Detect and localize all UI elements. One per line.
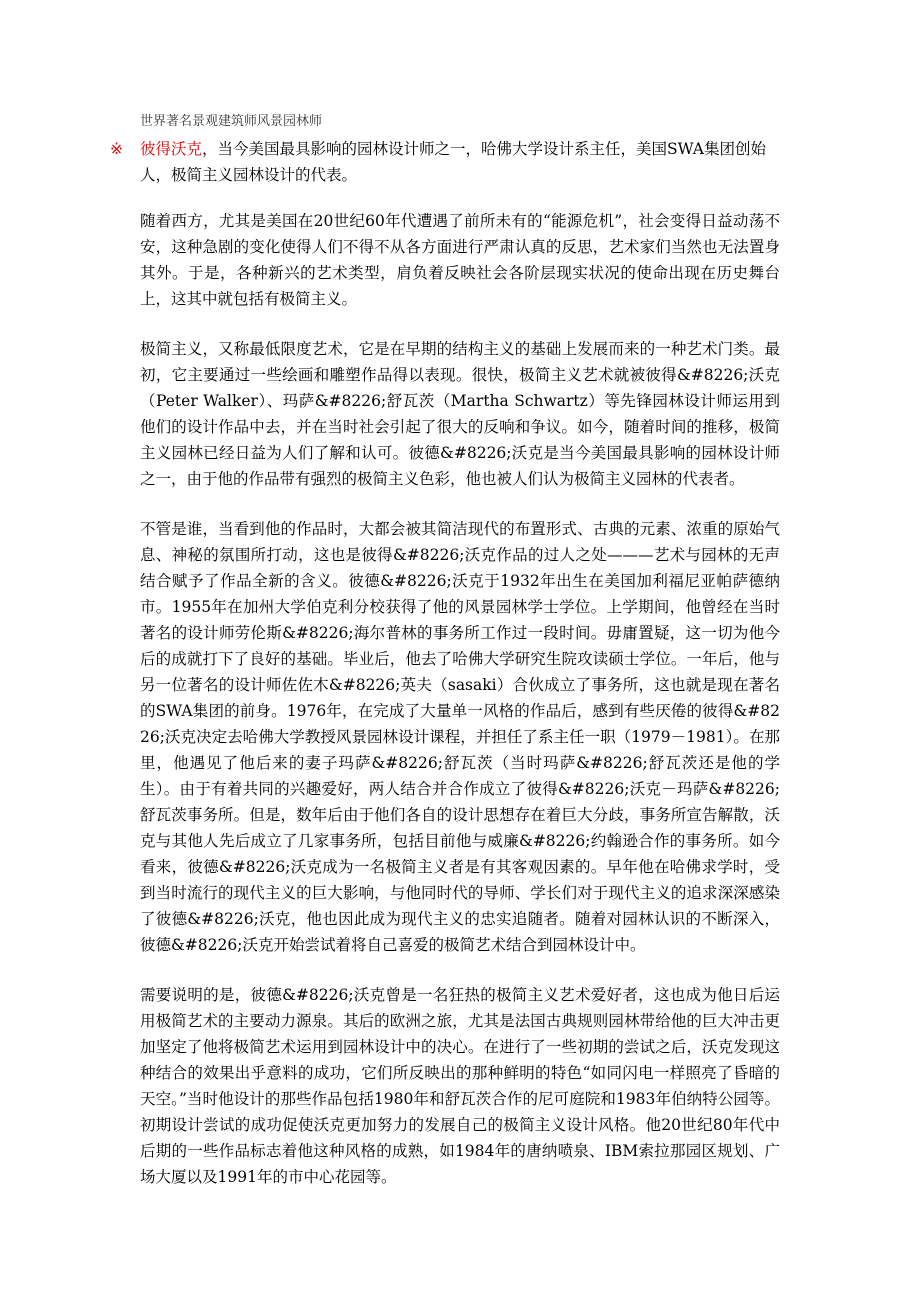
body-paragraph: 不管是谁，当看到他的作品时，大都会被其简洁现代的布置形式、古典的元素、浓重的原始气息、神秘的氛围所打动，这也是彼得&#8226;沃克作品的过人之处———艺术与园林的无声结合赋予了作品全新的含义。彼德&#8226;沃克于1932年出生在美国加利福尼亚帕萨德纳市。1955年在加州大学伯克利分校获得了他的风景园林学士学位。上学期间，他曾经在当时著名的设计师劳伦斯&#8226;海尔普林的事务所工作过一段时间。毋庸置疑，这一切为他今后的成就打下了良好的基础。毕业后，他去了哈佛大学研究生院攻读硕士学位。一年后，他与另一位著名的设计师佐佐木&#8226;英夫（sasaki）合伙成立了事务所，这也就是现在著名的SWA集团的前身。1976年，在完成了大量单一风格的作品后，感到有些厌倦的彼得&#8226;沃克决定去哈佛大学教授风景园林设计课程，并担任了系主任一职（1979－1981）。在那里，他遇见了他后来的妻子玛萨&#8226;舒瓦茨（当时玛萨&#8226;舒瓦茨还是他的学生）。由于有着共同的兴趣爱好，两人结合并合作成立了彼得&#8226;沃克－玛萨&#8226;舒瓦茨事务所。但是，数年后由于他们各自的设计思想存在着巨大分歧，事务所宣告解散，沃克与其他人先后成立了几家事务所，包括目前他与威廉&#8226;约翰逊合作的事务所。如今看来，彼德&#8226;沃克成为一名极简主义者是有其客观因素的。早年他在哈佛求学时，受到当时流行的现代主义的巨大影响，与他同时代的导师、学长们对于现代主义的追求深深感染了彼德&#8226;沃克，他也因此成为现代主义的忠实追随者。随着对园林认识的不断深入，彼德&#8226;沃克开始尝试着将自己喜爱的极简艺术结合到园林设计中。 xyxy=(140,520,780,954)
reference-mark-icon: ※ xyxy=(110,140,123,158)
highlighted-name: 彼得沃克 xyxy=(140,140,203,158)
body-paragraph: 随着西方，尤其是美国在20世纪60年代遭遇了前所未有的“能源危机”，社会变得日益动荡不安，这种急剧的变化使得人们不得不从各方面进行严肃认真的反思，艺术家们当然也无法置身其外。于是，各种新兴的艺术类型，肩负着反映社会各阶层现实状况的使命出现在历史舞台上，这其中就包括有极简主义。 xyxy=(140,212,780,308)
body-paragraph: 极简主义，又称最低限度艺术，它是在早期的结构主义的基础上发展而来的一种艺术门类。最初，它主要通过一些绘画和雕塑作品得以表现。很快，极简主义艺术就被彼得&#8226;沃克（Peter Walker）、玛萨&#8226;舒瓦茨（Martha Schwartz）等先锋园林设计师运用到他们的设计作品中去，并在当时社会引起了很大的反响和争议。如今，随着时间的推移，极简主义园林已经日益为人们了解和认可。彼德&#8226;沃克是当今美国最具影响的园林设计师之一，由于他的作品带有强烈的极简主义色彩，他也被人们认为极简主义园林的代表者。 xyxy=(140,340,780,488)
document-page xyxy=(110,112,780,1214)
document-title: 世界著名景观建筑师风景园林师 xyxy=(140,114,323,129)
body-paragraph: 需要说明的是，彼德&#8226;沃克曾是一名狂热的极简主义艺术爱好者，这也成为他日后运用极简艺术的主要动力源泉。其后的欧洲之旅，尤其是法国古典规则园林带给他的巨大冲击更加坚定了他将极简艺术运用到园林设计中的决心。在进行了一些初期的尝试之后，沃克发现这种结合的效果出乎意料的成功，它们所反映出的那种鲜明的特色“如同闪电一样照亮了昏暗的天空。”当时他设计的那些作品包括1980年和舒瓦茨合作的尼可庭院和1983年伯纳特公园等。初期设计尝试的成功促使沃克更加努力的发展自己的极简主义设计风格。他20世纪80年代中后期的一些作品标志着他这种风格的成熟，如1984年的唐纳喷泉、IBM索拉那园区规划、广场大厦以及1991年的市中心花园等。 xyxy=(140,986,780,1186)
intro-text: ，当今美国最具影响的园林设计师之一，哈佛大学设计系主任，美国SWA集团创始人，极简主义园林设计的代表。 xyxy=(140,140,766,184)
intro-paragraph xyxy=(110,136,780,188)
